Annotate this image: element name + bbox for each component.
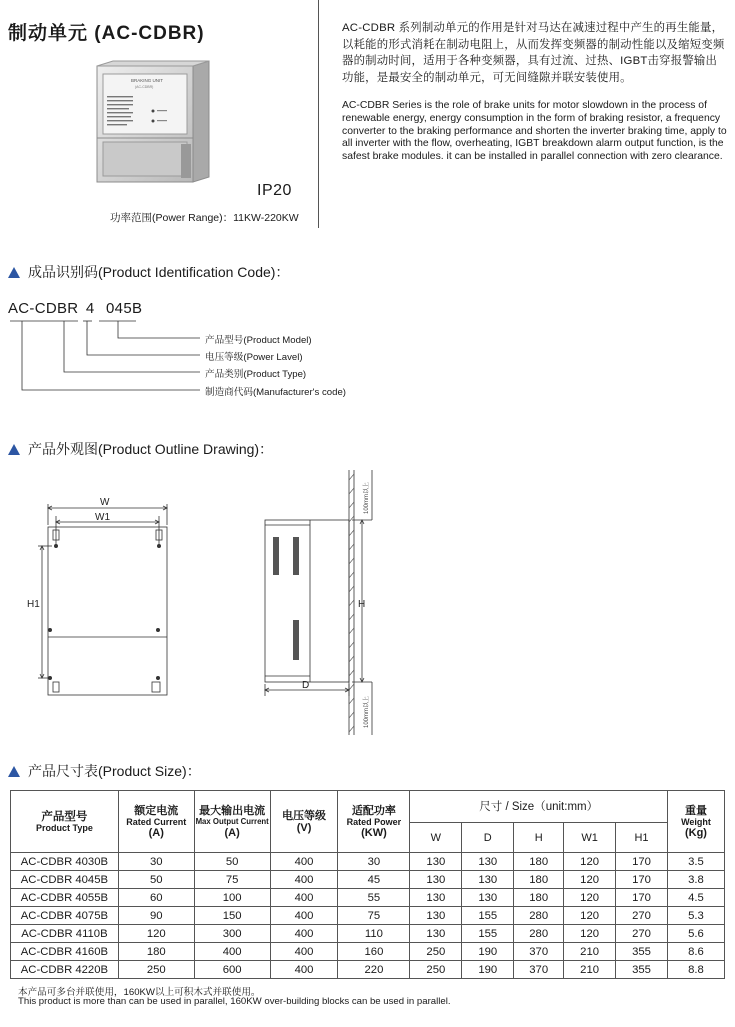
col-header-h1: H1 — [616, 823, 668, 853]
cell-w1: 210 — [564, 943, 616, 961]
title-en: (AC-CDBR) — [94, 23, 205, 44]
col-header-max-current — [194, 791, 270, 853]
col-header-rated-current — [118, 791, 194, 853]
ip-rating: IP20 — [257, 182, 292, 199]
cell-h1: 270 — [616, 907, 668, 925]
code-label-model: 产品型号(Product Model) — [205, 335, 312, 346]
col-header-rated-current-en: Rated Current — [126, 816, 187, 827]
cell-w1: 120 — [564, 907, 616, 925]
triangle-bullet-icon — [8, 766, 20, 777]
dim-w1-label: W1 — [95, 512, 110, 523]
col-header-model — [11, 791, 119, 853]
cell-d: 155 — [462, 925, 514, 943]
cell-max-current: 150 — [194, 907, 270, 925]
cell-weight: 3.8 — [667, 871, 724, 889]
col-header-max-current-cn: 最大输出电流 — [199, 804, 266, 817]
cell-d: 155 — [462, 907, 514, 925]
dim-h-label: H — [358, 599, 366, 610]
col-header-max-current-en: Max Output Current — [195, 816, 269, 826]
cell-weight: 3.5 — [667, 853, 724, 871]
cell-max-current: 100 — [194, 889, 270, 907]
triangle-bullet-icon — [8, 444, 20, 455]
cell-power: 75 — [338, 907, 410, 925]
cell-rated-current: 60 — [118, 889, 194, 907]
triangle-bullet-icon — [8, 267, 20, 278]
header-divider — [318, 0, 319, 228]
power-range: 功率范围(Power Range)：11KW-220KW — [110, 212, 299, 224]
cell-model: AC-CDBR 4160B — [11, 943, 119, 961]
table-body — [11, 853, 725, 979]
dim-d-label: D — [302, 680, 310, 691]
cell-h: 370 — [514, 961, 564, 979]
dim-bottom-clearance-label: 100mm以上 — [364, 695, 370, 728]
cell-w: 130 — [410, 871, 462, 889]
code-label-manufacturer: 制造商代码(Manufacturer's code) — [205, 387, 346, 398]
id-section-heading-text: 成品识别码(Product Identification Code)： — [28, 264, 290, 280]
col-header-weight-cn: 重量 — [684, 804, 707, 817]
cell-model: AC-CDBR 4110B — [11, 925, 119, 943]
col-header-d: D — [462, 823, 514, 853]
cell-h1: 170 — [616, 871, 668, 889]
cell-voltage: 400 — [270, 853, 338, 871]
cell-max-current: 600 — [194, 961, 270, 979]
cell-voltage: 400 — [270, 943, 338, 961]
col-header-max-current-unit: (A) — [224, 826, 240, 839]
cell-w: 130 — [410, 889, 462, 907]
col-header-model-cn: 产品型号 — [41, 810, 88, 823]
cell-w: 250 — [410, 943, 462, 961]
col-header-voltage — [270, 791, 338, 853]
cell-h1: 355 — [616, 943, 668, 961]
cell-power: 55 — [338, 889, 410, 907]
code-manufacturer: AC-CDBR — [8, 300, 79, 317]
cell-h: 180 — [514, 853, 564, 871]
cell-rated-current: 50 — [118, 871, 194, 889]
cell-model: AC-CDBR 4075B — [11, 907, 119, 925]
cell-w1: 120 — [564, 853, 616, 871]
col-header-voltage-unit: (V) — [296, 821, 312, 834]
size-section-heading-text: 产品尺寸表(Product Size)： — [28, 763, 201, 779]
cell-w: 130 — [410, 907, 462, 925]
col-header-power-en: Rated Power — [346, 816, 402, 827]
col-header-model-en: Product Type — [35, 822, 93, 833]
front-view-body — [48, 527, 167, 695]
cell-rated-current: 250 — [118, 961, 194, 979]
col-header-size-group: 尺寸 / Size（unit:mm） — [410, 791, 668, 823]
product-size-table — [10, 790, 725, 979]
col-header-rated-current-unit: (A) — [148, 826, 164, 839]
cell-voltage: 400 — [270, 889, 338, 907]
col-header-power-unit: (KW) — [361, 826, 387, 839]
cell-model: AC-CDBR 4055B — [11, 889, 119, 907]
cell-power: 220 — [338, 961, 410, 979]
dim-top-clearance-label: 100mm以上 — [364, 481, 370, 514]
cell-voltage: 400 — [270, 871, 338, 889]
cell-model: AC-CDBR 4045B — [11, 871, 119, 889]
cell-rated-current: 120 — [118, 925, 194, 943]
cell-h: 280 — [514, 907, 564, 925]
title-cn: 制动单元 — [8, 23, 89, 44]
section-heading-outline — [8, 439, 273, 459]
cell-w: 130 — [410, 925, 462, 943]
description-cn: AC-CDBR 系列制动单元的作用是针对马达在减速过程中产生的再生能量，以耗能的形式消耗在制动电阻上，从而发挥变频器的制动性能以及缩短变频器的制动时间，适用于各种变频器，具有过流、过热、IGBT击穿报警输出功能，是最安全的制动单元，可无间缝隙并联安装使用。 — [342, 22, 725, 84]
code-voltage: 4 — [85, 300, 95, 317]
cell-weight: 8.6 — [667, 943, 724, 961]
cell-weight: 4.5 — [667, 889, 724, 907]
col-header-w1: W1 — [564, 823, 616, 853]
footnote-en: This product is more than can be used in parallel, 160KW over-building blocks can be used in parallel. — [18, 996, 451, 1007]
cell-rated-current: 90 — [118, 907, 194, 925]
code-label-type: 产品类别(Product Type) — [205, 369, 307, 380]
cell-model: AC-CDBR 4220B — [11, 961, 119, 979]
cell-h: 180 — [514, 871, 564, 889]
cell-model: AC-CDBR 4030B — [11, 853, 119, 871]
table-row — [11, 925, 725, 943]
cell-rated-current: 30 — [118, 853, 194, 871]
cell-w: 250 — [410, 961, 462, 979]
footnote-cn: 本产品可多台并联使用，160KW以上可积木式并联使用。 — [18, 987, 261, 998]
cell-h: 180 — [514, 889, 564, 907]
photo-label-sub: (AC-CDBR) — [135, 85, 154, 89]
description-en: AC-CDBR Series is the role of brake units for motor slowdown in the process of renewable energy, energy consumption in the form of braking resistor, a frequency converter to the braking performance and shorten the inverter braking time, apply to all inverter with the flow, overheating, IGBT breakdown alarm output function, is the safest brake modules. it can be installed in parallel connection with zero clearance. — [342, 100, 727, 163]
cell-w1: 120 — [564, 925, 616, 943]
cell-power: 45 — [338, 871, 410, 889]
table-row — [11, 907, 725, 925]
cell-weight: 8.8 — [667, 961, 724, 979]
page-title — [8, 18, 205, 45]
col-header-w: W — [410, 823, 462, 853]
cell-voltage: 400 — [270, 961, 338, 979]
dim-h1-label: H1 — [27, 599, 40, 610]
cell-h: 370 — [514, 943, 564, 961]
cell-d: 130 — [462, 871, 514, 889]
cell-weight: 5.6 — [667, 925, 724, 943]
cell-h: 280 — [514, 925, 564, 943]
cell-max-current: 50 — [194, 853, 270, 871]
col-header-weight-en: Weight — [681, 816, 711, 827]
section-heading-size — [8, 761, 201, 781]
dim-w-label: W — [100, 497, 110, 508]
outline-section-heading-text: 产品外观图(Product Outline Drawing)： — [28, 441, 274, 457]
cell-d: 130 — [462, 889, 514, 907]
outline-drawing — [0, 460, 735, 740]
cell-max-current: 300 — [194, 925, 270, 943]
table-row — [11, 943, 725, 961]
code-label-voltage: 电压等级(Power Lavel) — [205, 352, 303, 363]
cell-max-current: 75 — [194, 871, 270, 889]
col-header-power-cn: 适配功率 — [351, 804, 396, 817]
cell-voltage: 400 — [270, 925, 338, 943]
cell-d: 130 — [462, 853, 514, 871]
cell-h1: 270 — [616, 925, 668, 943]
cell-h1: 170 — [616, 853, 668, 871]
cell-max-current: 400 — [194, 943, 270, 961]
cell-h1: 355 — [616, 961, 668, 979]
table-row — [11, 871, 725, 889]
col-header-weight — [667, 791, 724, 853]
cell-weight: 5.3 — [667, 907, 724, 925]
col-header-voltage-cn: 电压等级 — [282, 809, 327, 822]
cell-power: 30 — [338, 853, 410, 871]
cell-d: 190 — [462, 961, 514, 979]
cell-power: 110 — [338, 925, 410, 943]
cell-w: 130 — [410, 853, 462, 871]
table-row — [11, 889, 725, 907]
col-header-rated-current-cn: 额定电流 — [134, 804, 179, 817]
cell-w1: 120 — [564, 889, 616, 907]
table-row — [11, 961, 725, 979]
cell-h1: 170 — [616, 889, 668, 907]
cell-power: 160 — [338, 943, 410, 961]
photo-label-top: BRAKING UNIT — [131, 78, 164, 83]
cell-d: 190 — [462, 943, 514, 961]
cell-voltage: 400 — [270, 907, 338, 925]
section-heading-id-code — [8, 262, 289, 282]
col-header-weight-unit: (Kg) — [684, 826, 707, 839]
cell-w1: 210 — [564, 961, 616, 979]
product-photo — [95, 60, 213, 188]
table-row — [11, 853, 725, 871]
code-model: 045B — [106, 300, 143, 317]
col-header-h: H — [514, 823, 564, 853]
cell-rated-current: 180 — [118, 943, 194, 961]
col-header-power — [338, 791, 410, 853]
cell-w1: 120 — [564, 871, 616, 889]
